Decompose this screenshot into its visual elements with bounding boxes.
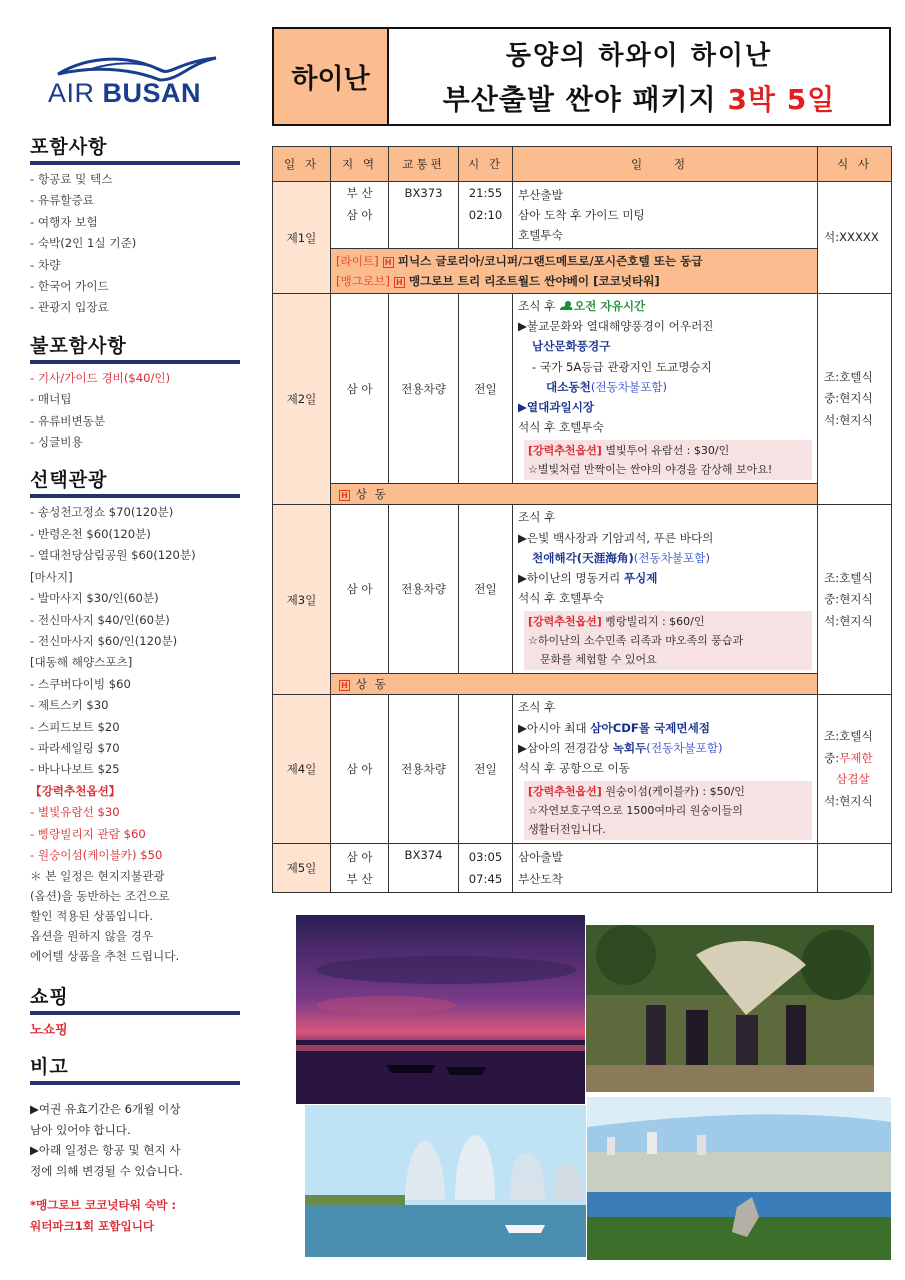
list-item: - 전신마사지 $60/인(120분) [30, 633, 178, 648]
hotel-line [336, 251, 812, 271]
region-cell: 삼 아 [331, 505, 389, 674]
meal-cell: 석:XXXXX [818, 182, 892, 294]
time: 21:55 [468, 186, 503, 200]
shopping-title: 쇼핑 [30, 982, 240, 1015]
hotel-icon: H [394, 277, 405, 288]
hotel-row [273, 249, 892, 294]
meal: 석:현지식 [824, 613, 873, 628]
remarks-text [30, 1099, 240, 1181]
duration: 3박 5일 [727, 83, 836, 116]
option-text: 원숭이섬(케이블카) : $50/인 [605, 785, 745, 799]
remark-line: 남아 있어야 합니다. [30, 1122, 131, 1137]
transport-cell: 전용차량 [389, 294, 459, 484]
sidebar [30, 50, 240, 1236]
schedule-line: 석식 후 공항으로 이동 [518, 761, 630, 776]
air-busan-logo [48, 50, 240, 110]
time: 03:05 [468, 850, 503, 865]
schedule-line: ▶은빛 백사장과 기암괴석, 푸른 바다의 [518, 530, 714, 545]
schedule-line [518, 377, 812, 397]
list-item: - 열대천당삼림공원 $60(120분) [30, 548, 196, 563]
table-row [273, 844, 892, 893]
list-item: - 싱글비용 [30, 435, 83, 450]
day-cell: 제3일 [273, 505, 331, 695]
stay-row [273, 674, 892, 695]
region: 삼 아 [346, 850, 373, 865]
remark-line: 정에 의해 변경될 수 있습니다. [30, 1163, 183, 1178]
meal [824, 748, 891, 770]
title-text: 부산출발 싼야 패키지 [442, 83, 717, 116]
stay-text: 상 동 [355, 487, 388, 502]
region: 부 산 [346, 186, 373, 200]
option-box [524, 781, 812, 840]
schedule-cell [513, 695, 818, 844]
note-line: 옵션을 원하지 않을 경우 [30, 929, 154, 944]
remark-red-line: 워터파크1회 포함입니다 [30, 1218, 155, 1233]
attraction-name: ▶열대과일시장 [518, 400, 595, 415]
option-text: 삥랑빌리지 : $60/인 [605, 615, 705, 629]
transport-cell: 전용차량 [389, 695, 459, 844]
hotel-icon: H [339, 490, 350, 501]
stay-cell [331, 484, 818, 505]
option-desc: ☆자연보호구역으로 1500여마리 원숭이들의 [528, 804, 743, 818]
table-row [273, 294, 892, 484]
attraction-name: 녹회두 [612, 740, 647, 755]
attraction-name: 푸싱제 [623, 571, 658, 586]
time-cell [459, 182, 513, 249]
attraction-name: 남산문화풍경구 [532, 339, 611, 354]
list-item: - 항공료 및 텍스 [30, 172, 113, 186]
schedule-cell [513, 182, 818, 249]
folk-dance-photo [586, 925, 874, 1092]
meal-cell [818, 294, 892, 505]
attraction-name: 대소동천 [546, 379, 591, 394]
day-cell: 제2일 [273, 294, 331, 505]
option-desc: 생활터전입니다. [528, 823, 606, 837]
attraction-name: 천애해각(天涯海角) [532, 550, 634, 565]
list-item: - 삥랑빌리지 관람 $60 [30, 826, 146, 841]
meal: 조:호텔식 [824, 570, 873, 585]
itinerary-table [272, 146, 892, 893]
region-label: 하이난 [274, 29, 389, 124]
schedule-cell [513, 294, 818, 484]
stay-row [273, 484, 892, 505]
region: 삼 아 [346, 208, 373, 222]
list-item: - 유류비변동분 [30, 413, 106, 428]
col-header: 지 역 [331, 147, 389, 182]
meal-label: 중: [824, 750, 840, 765]
schedule-line: 부산도착 [518, 872, 563, 887]
optional-tours-list [30, 502, 240, 966]
hotel-tag: [라이트] [336, 254, 379, 268]
list-item: - 별빛유람선 $30 [30, 805, 120, 820]
table-row [273, 182, 892, 249]
list-item: - 기사/가이드 경비($40/인) [30, 370, 171, 385]
schedule-text: ▶삼아의 전경감상 [518, 740, 609, 755]
time-cell: 전일 [459, 505, 513, 674]
excluded-title: 불포함사항 [30, 331, 240, 364]
schedule-text: ▶아시아 최대 [518, 720, 587, 735]
meal-cell [818, 695, 892, 844]
list-item: - 한국어 가이드 [30, 279, 109, 294]
logo-busan: BUSAN [102, 78, 202, 108]
list-item: - 스피드보트 $20 [30, 719, 120, 734]
list-item: [마사지] [30, 569, 73, 584]
list-item: - 원숭이섬(케이블카) $50 [30, 847, 163, 862]
schedule-line: 호텔투숙 [518, 228, 563, 243]
attraction-note: (전동차불포함) [590, 379, 668, 394]
schedule-line [518, 718, 812, 738]
meal: 중:현지식 [824, 592, 873, 607]
transport-cell: BX374 [389, 844, 459, 893]
col-header: 교통편 [389, 147, 459, 182]
transport-cell: 전용차량 [389, 505, 459, 674]
schedule-line: 조식 후 [518, 700, 556, 715]
table-row [273, 505, 892, 674]
note-line: 에어텔 상품을 추천 드립니다. [30, 949, 180, 964]
time-cell: 전일 [459, 294, 513, 484]
col-header: 일 정 [513, 147, 818, 182]
schedule-line: 삼아출발 [518, 850, 563, 865]
schedule-line: 삼아 도착 후 가이드 미팅 [518, 207, 645, 222]
remark-red-line: *맹그로브 코코넛타워 숙박 : [30, 1198, 177, 1213]
attraction-note: (전동차불포함) [646, 740, 723, 755]
list-item: - 발마사지 $30/인(60분) [30, 591, 159, 606]
included-title: 포함사항 [30, 132, 240, 165]
meal: 중:현지식 [824, 391, 873, 406]
schedule-line: 조식 후 [518, 510, 556, 525]
schedule-line [518, 296, 812, 316]
list-item: - 반령온천 $60(120분) [30, 526, 151, 541]
option-desc: 문화를 체험할 수 있어요 [540, 653, 657, 667]
transport-cell: BX373 [389, 182, 459, 249]
list-item: - 여행자 보험 [30, 214, 98, 229]
attraction-note: (전동차불포함) [633, 550, 711, 565]
option-desc: ☆별빛처럼 반짝이는 싼야의 야경을 감상해 보아요! [528, 463, 773, 477]
list-item: - 송성천고정쇼 $70(120분) [30, 505, 174, 520]
hotel-name: 맹그로브 트리 리조트월드 싼야베이 [코코넛타워] [408, 274, 660, 288]
col-header: 시 간 [459, 147, 513, 182]
list-item: [대동해 해양스포츠] [30, 655, 133, 670]
included-list [30, 169, 240, 319]
option-box [524, 611, 812, 670]
note-line: ＊ 본 일정은 현지지불관광 [30, 869, 165, 884]
meal: 석:현지식 [824, 412, 873, 427]
day-cell: 제1일 [273, 182, 331, 294]
stay-text: 상 동 [355, 677, 388, 692]
schedule-line: 석식 후 호텔투숙 [518, 420, 604, 435]
shopping-value: 노쇼핑 [30, 1023, 68, 1039]
meal-special: 삼겹살 [836, 772, 870, 787]
excluded-list [30, 368, 240, 454]
page-subtitle: 동양의 하와이 하이난 [505, 41, 773, 71]
title-area [389, 29, 889, 124]
free-time-text: 오전 자유시간 [573, 299, 646, 313]
recommend-title: 【강력추천옵션】 [30, 783, 121, 798]
phoenix-island-photo [305, 1105, 586, 1257]
col-header: 일 자 [273, 147, 331, 182]
option-text: 별빛투어 유람선 : $30/인 [605, 444, 730, 458]
remarks-title: 비고 [30, 1052, 240, 1085]
list-item: - 매너팁 [30, 392, 72, 407]
list-item: - 관광지 입장료 [30, 300, 109, 315]
schedule-text: ▶하이난의 명동거리 [518, 571, 621, 586]
schedule-cell [513, 844, 818, 893]
hotel-tag: [맹그로브] [336, 274, 390, 288]
meal: 조:호텔식 [824, 729, 873, 744]
table-row [273, 695, 892, 844]
option-tag: [강력추천옵션] [528, 785, 602, 799]
hotel-name: 피닉스 글로리아/코니퍼/그랜드메트로/포시즌호텔 또는 동급 [397, 254, 703, 268]
option-tag: [강력추천옵션] [528, 615, 602, 629]
remark-line: ▶아래 일정은 항공 및 현지 사 [30, 1143, 181, 1158]
list-item: - 전신마사지 $40/인(60분) [30, 612, 170, 627]
time: 07:45 [468, 872, 503, 887]
hotel-cell [331, 249, 818, 294]
meal-cell [818, 505, 892, 695]
table-header-row [273, 147, 892, 182]
sunset-sea-photo [296, 915, 585, 1104]
schedule-line [518, 568, 812, 588]
note-line: 할인 적용된 상품입니다. [30, 909, 154, 924]
list-item: - 바나나보트 $25 [30, 762, 120, 777]
attraction-name: 삼아CDF몰 국제면세점 [590, 720, 710, 735]
sun-cloud-icon [559, 300, 574, 311]
time: 02:10 [468, 208, 503, 222]
list-item: - 제트스키 $30 [30, 698, 109, 713]
region-cell: 삼 아 [331, 695, 389, 844]
schedule-line: ▶불교문화와 열대해양풍경이 어우러진 [518, 319, 714, 334]
col-header: 식 사 [818, 147, 892, 182]
time-cell [459, 844, 513, 893]
logo-air: AIR [48, 78, 95, 108]
schedule-line: 부산출발 [518, 187, 563, 202]
meal: 석:현지식 [824, 793, 873, 808]
list-item: - 숙박(2인 1실 기준) [30, 236, 137, 251]
coastal-city-photo [587, 1097, 891, 1260]
note-line: (옵션)을 동반하는 조건으로 [30, 889, 170, 904]
day-cell: 제5일 [273, 844, 331, 893]
optional-tours-title: 선택관광 [30, 465, 240, 498]
title-box [272, 27, 891, 126]
region-cell [331, 844, 389, 893]
page-title [443, 78, 836, 118]
stay-cell [331, 674, 818, 695]
time-cell: 전일 [459, 695, 513, 844]
list-item: - 유류할증료 [30, 193, 94, 208]
list-item: - 스쿠버다이빙 $60 [30, 676, 131, 691]
meal: 조:호텔식 [824, 369, 873, 384]
option-desc: ☆하이난의 소수민족 리족과 먀오족의 풍습과 [528, 634, 744, 648]
schedule-line: - 국가 5A등급 관광지인 도교명승지 [532, 359, 712, 374]
list-item: - 차량 [30, 257, 61, 272]
schedule-cell [513, 505, 818, 674]
hotel-icon: H [339, 680, 350, 691]
region-cell [331, 182, 389, 249]
option-box [524, 440, 812, 480]
option-tag: [강력추천옵션] [528, 444, 602, 458]
hotel-icon: H [383, 257, 394, 268]
schedule-line [518, 738, 812, 758]
region-cell: 삼 아 [331, 294, 389, 484]
meal-special: 무제한 [839, 750, 873, 765]
list-item: - 파라세일링 $70 [30, 740, 120, 755]
remarks-red-text [30, 1195, 240, 1236]
meal-cell [818, 844, 892, 893]
remark-line: ▶여권 유효기간은 6개월 이상 [30, 1102, 181, 1117]
region: 부 산 [346, 872, 373, 887]
day-cell: 제4일 [273, 695, 331, 844]
schedule-text: 조식 후 [518, 299, 556, 313]
hotel-line [336, 271, 812, 291]
schedule-line [518, 548, 812, 568]
schedule-line: 석식 후 호텔투숙 [518, 591, 604, 606]
